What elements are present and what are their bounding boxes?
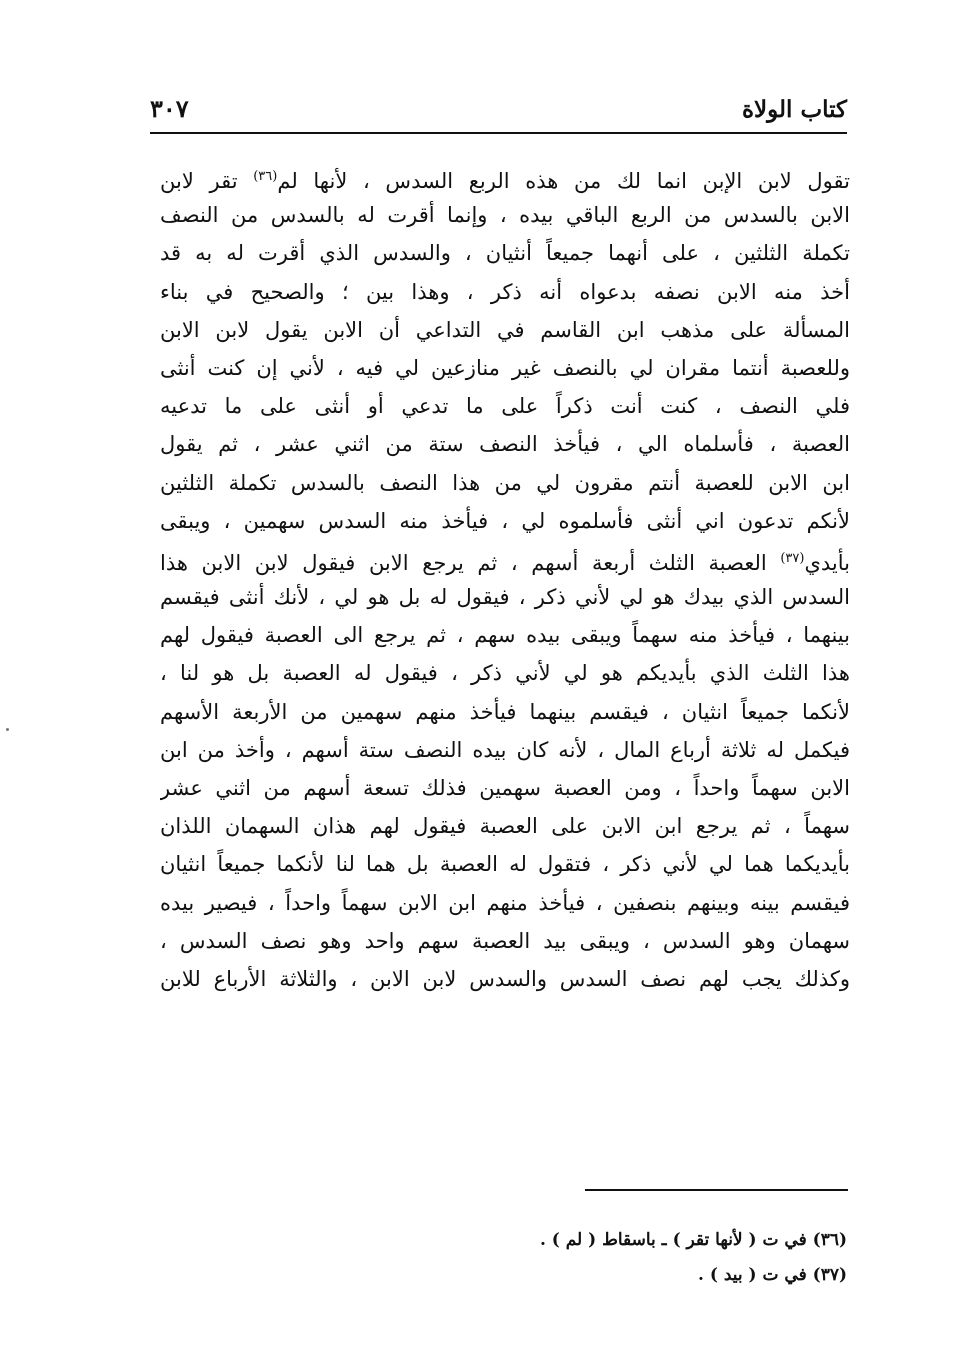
body-line: السدس الذي بيدك هو لي لأني ذكر ، فيقول له بل هو لي ، لأنك أنثى فيقسم: [160, 585, 850, 610]
footnote: (٣٧) في ت ( بيد ) .: [698, 1265, 847, 1285]
margin-speck: [6, 728, 9, 731]
body-line: بينهما ، فيأخذ منه سهماً ويبقى بيده سهم ، ثم يرجع الى العصبة فيقول لهم: [160, 623, 850, 648]
body-line: فلي النصف ، كنت أنت ذكراً على ما تدعي أو أنثى على ما تدعيه: [160, 394, 850, 419]
body-line: لأنكما جميعاً انثيان ، فيقسم بينهما فيأخذ منهم سهمين من الأربعة الأسهم: [160, 699, 850, 724]
body-line: الابن بالسدس من الربع الباقي بيده ، وإنما أقرت له بالسدس من النصف: [160, 203, 850, 228]
body-line: تقول لابن الإبن انما لك من هذه الربع السدس ، لأنها لم$^{(٣٦)}$ تقر لابن: [160, 169, 850, 193]
body-line: فيقسم بينه وبينهم بنصفين ، فيأخذ منهم ابن الابن سهماً واحداً ، فيصير بيده: [160, 890, 850, 915]
footnotes: [247, 1223, 847, 1293]
body-line: ابن الابن للعصبة أنتم مقرون لي من هذا النصف بالسدس تكملة الثلثين: [160, 470, 850, 495]
body-line: سهمان وهو السدس ، ويبقى بيد العصبة سهم واحد وهو نصف السدس ،: [160, 928, 850, 953]
body-line: هذا الثلث الذي بأيديكم هو لي لأني ذكر ، فيقول له العصبة بل هو لنا ،: [160, 661, 850, 686]
body-line: العصبة ، فأسلماه الي ، فيأخذ النصف ستة من اثني عشر ، ثم يقول: [160, 432, 850, 457]
footnote: (٣٦) في ت ( لأنها تقر ) ـ باسقاط ( لم ) .: [539, 1230, 847, 1250]
body-line: بأيدي$^{(٣٧)}$ العصبة الثلث أربعة أسهم ، ثم يرجع الابن فيقول لابن الابن هذا: [160, 550, 850, 575]
body-line: الابن سهماً واحداً ، ومن العصبة سهمين فذلك تسعة أسهم من اثني عشر: [160, 776, 850, 800]
body-line: وللعصبة أنتما مقران لي بالنصف غير منازعين لي فيه ، لأني إن كنت أنثى: [160, 355, 850, 380]
body-line: أخذ منه الابن نصفه بدعواه أنه ذكر ، وهذا بين ؛ والصحيح في بناء: [160, 279, 850, 304]
body-text: [160, 158, 850, 998]
body-line: سهماً ، ثم يرجع ابن الابن على العصبة فيقول لهم هذان السهمان اللذان: [160, 814, 850, 839]
header-rule: [150, 132, 847, 134]
page-number: ٣٠٧: [150, 94, 189, 123]
body-line: وكذلك يجب لهم نصف السدس والسدس لابن الابن ، والثلاثة الأرباع للابن: [160, 966, 850, 991]
body-line: المسألة على مذهب ابن القاسم في التداعي أن الابن يقول لابن الابن: [160, 317, 850, 342]
body-line: لأنكم تدعون اني أنثى فأسلموه لي ، فيأخذ منه السدس سهمين ، ويبقى: [160, 508, 850, 533]
body-line: تكملة الثلثين ، على أنهما جميعاً أنثيان ، والسدس الذي أقرت له به قد: [160, 241, 850, 266]
running-title: كتاب الولاة: [741, 96, 847, 123]
body-line: بأيديكما هما لي لأني ذكر ، فتقول له العصبة بل هما لنا لأنكما جميعاً انثيان: [160, 852, 850, 877]
page-header: [150, 94, 847, 123]
body-line: فيكمل له ثلاثة أرباع المال ، لأنه كان بيده النصف ستة أسهم ، وأخذ من ابن: [160, 737, 850, 762]
footnote-separator: [585, 1189, 848, 1191]
